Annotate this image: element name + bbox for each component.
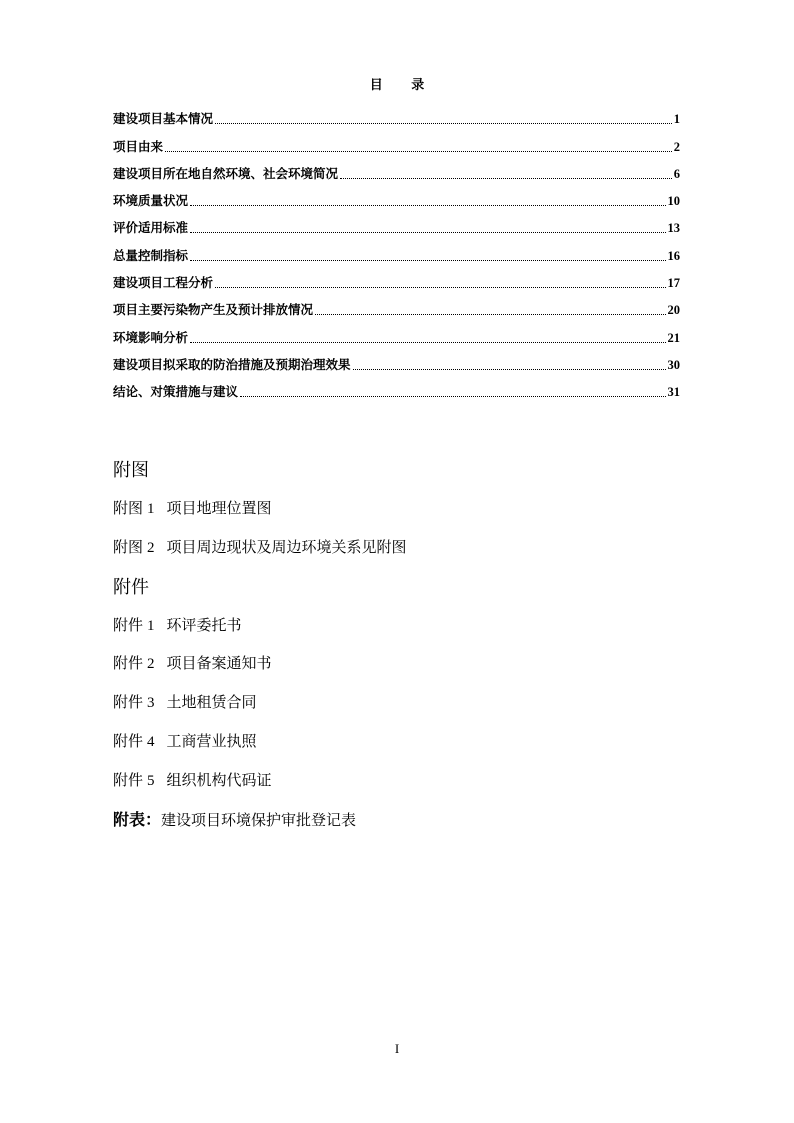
toc-entry-label: 环境质量状况 — [113, 193, 189, 209]
toc-entry-label: 建设项目工程分析 — [113, 275, 214, 291]
toc-entry-page: 20 — [667, 303, 680, 318]
toc-entry-page: 17 — [667, 276, 680, 291]
toc-entry-page: 31 — [667, 385, 680, 400]
toc-entry — [113, 127, 680, 154]
toc-entry — [113, 291, 680, 318]
page-number: I — [394, 1041, 400, 1056]
attachment-number: 5 — [147, 773, 155, 789]
figure-item — [113, 536, 407, 557]
figure-title: 项目地理位置图 — [166, 499, 272, 517]
attachment-number: 1 — [147, 618, 155, 634]
attachment-item — [113, 691, 257, 712]
toc-entry-label: 结论、对策措施与建议 — [113, 384, 239, 400]
toc-entry-label: 建设项目基本情况 — [113, 111, 214, 127]
dot-leader — [353, 369, 666, 370]
appendix-table-line — [113, 807, 356, 830]
attachment-title: 工商营业执照 — [166, 732, 257, 750]
appendix-table-heading: 附表： — [113, 810, 162, 829]
toc-entry-label: 总量控制指标 — [113, 247, 189, 263]
dot-leader — [190, 232, 665, 233]
appendix-table-title: 建设项目环境保护审批登记表 — [161, 811, 357, 829]
toc-entry — [113, 182, 680, 209]
dot-leader — [190, 205, 665, 206]
toc-entry — [113, 346, 680, 373]
dot-leader — [215, 287, 665, 288]
toc-entry — [113, 209, 680, 236]
toc-title: 目 录 — [369, 78, 437, 93]
attachment-prefix: 附件 — [113, 771, 144, 789]
attachment-item — [113, 652, 272, 673]
dot-leader — [190, 260, 665, 261]
toc-entry-page: 21 — [667, 330, 680, 345]
attachment-title: 土地租赁合同 — [166, 693, 257, 711]
toc-entry-page: 16 — [667, 248, 680, 263]
toc-entry-page: 13 — [667, 221, 680, 236]
toc-entry — [113, 100, 680, 127]
toc-list — [113, 100, 680, 400]
figure-title: 项目周边现状及周边环境关系见附图 — [166, 538, 407, 556]
figure-prefix: 附图 — [113, 538, 144, 556]
toc-entry — [113, 155, 680, 182]
toc-entry-page: 6 — [673, 166, 680, 181]
toc-entry-label: 项目由来 — [113, 138, 164, 154]
attachment-number: 3 — [147, 695, 155, 711]
toc-entry-label: 评价适用标准 — [113, 220, 189, 236]
attachment-prefix: 附件 — [113, 693, 144, 711]
toc-entry-label: 建设项目所在地自然环境、社会环境简况 — [113, 165, 339, 181]
dot-leader — [165, 151, 672, 152]
attachments-heading: 附件 — [113, 577, 149, 598]
toc-entry — [113, 318, 680, 345]
toc-entry-label: 建设项目拟采取的防治措施及预期治理效果 — [113, 356, 351, 372]
dot-leader — [190, 342, 665, 343]
attachment-prefix: 附件 — [113, 654, 144, 672]
attachment-prefix: 附件 — [113, 616, 144, 634]
toc-entry-page: 10 — [667, 194, 680, 209]
toc-entry-page: 1 — [673, 112, 680, 127]
figures-heading: 附图 — [113, 460, 149, 481]
attachment-title: 环评委托书 — [166, 616, 242, 634]
attachment-item — [113, 614, 242, 635]
figure-item — [113, 497, 272, 518]
toc-entry — [113, 373, 680, 400]
attachment-number: 4 — [147, 734, 155, 750]
toc-entry — [113, 236, 680, 263]
dot-leader — [215, 123, 672, 124]
toc-entry-page: 2 — [673, 139, 680, 154]
attachment-title: 项目备案通知书 — [166, 654, 272, 672]
attachment-prefix: 附件 — [113, 732, 144, 750]
attachment-title: 组织机构代码证 — [166, 771, 272, 789]
figure-number: 1 — [147, 501, 155, 517]
toc-entry — [113, 264, 680, 291]
toc-entry-page: 30 — [667, 357, 680, 372]
toc-entry-label: 项目主要污染物产生及预计排放情况 — [113, 302, 314, 318]
attachment-item — [113, 730, 257, 751]
dot-leader — [340, 178, 672, 179]
dot-leader — [315, 314, 665, 315]
toc-entry-label: 环境影响分析 — [113, 329, 189, 345]
figure-prefix: 附图 — [113, 499, 144, 517]
dot-leader — [240, 396, 665, 397]
figure-number: 2 — [147, 540, 155, 556]
attachment-item — [113, 769, 272, 790]
attachment-number: 2 — [147, 656, 155, 672]
